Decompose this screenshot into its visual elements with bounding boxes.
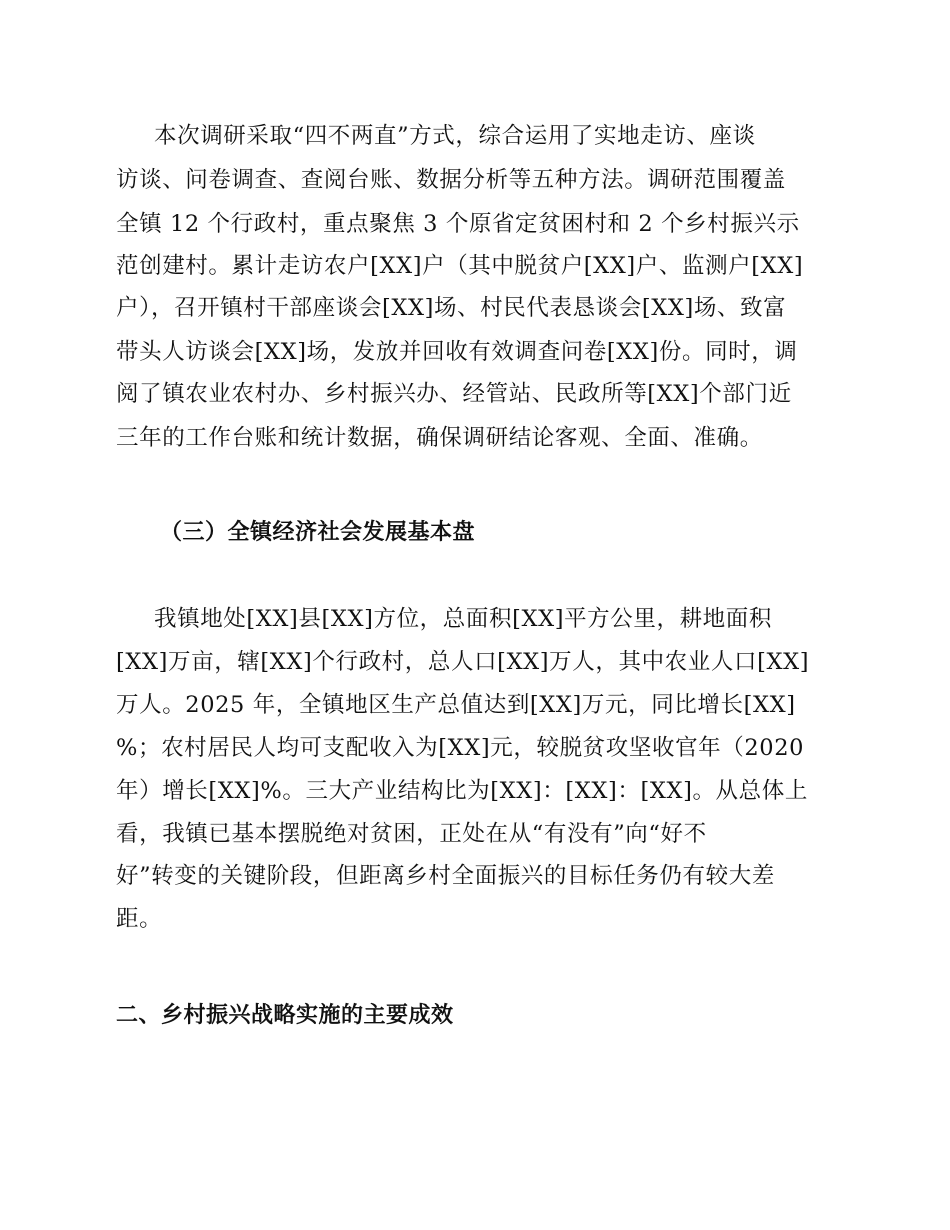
paragraph-2-line-8: 距。	[116, 906, 163, 932]
paragraph-1-line-2: 访谈、问卷调查、查阅台账、数据分析等五种方法。调研范围覆盖	[116, 167, 786, 193]
paragraph-2-line-7: 好”转变的关键阶段，但距离乡村全面振兴的目标任务仍有较大差	[116, 863, 775, 889]
paragraph-1-line-8: 三年的工作台账和统计数据，确保调研结论客观、全面、准确。	[116, 425, 763, 451]
paragraph-1-line-5: 户），召开镇村干部座谈会[XX]场、村民代表恳谈会[XX]场、致富	[116, 295, 787, 321]
paragraph-1-line-4: 范创建村。累计走访农户[XX]户（其中脱贫户[XX]户、监测户[XX]	[116, 253, 804, 279]
paragraph-1-line-1: 本次调研采取“四不两直”方式，综合运用了实地走访、座谈	[154, 123, 756, 149]
paragraph-2-line-5: 年）增长[XX]%。三大产业结构比为[XX]：[XX]：[XX]。从总体上	[116, 778, 808, 804]
paragraph-1-line-7: 阅了镇农业农村办、乡村振兴办、经管站、民政所等[XX]个部门近	[116, 381, 792, 407]
paragraph-2-line-2: [XX]万亩，辖[XX]个行政村，总人口[XX]万人，其中农业人口[XX]	[116, 649, 810, 675]
paragraph-2-line-4: %；农村居民人均可支配收入为[XX]元，较脱贫攻坚收官年（2020	[116, 735, 805, 761]
paragraph-1-line-6: 带头人访谈会[XX]场，发放并回收有效调查问卷[XX]份。同时，调	[116, 339, 798, 365]
paragraph-2-line-3: 万人。2025 年，全镇地区生产总值达到[XX]万元，同比增长[XX]	[116, 692, 796, 718]
paragraph-2-line-1: 我镇地处[XX]县[XX]方位，总面积[XX]平方公里，耕地面积	[154, 606, 772, 632]
paragraph-2-line-6: 看，我镇已基本摆脱绝对贫困，正处在从“有没有”向“好不	[116, 821, 707, 847]
paragraph-1-line-3: 全镇 12 个行政村，重点聚焦 3 个原省定贫困村和 2 个乡村振兴示	[116, 211, 800, 237]
section-heading-3: （三）全镇经济社会发展基本盘	[160, 520, 476, 545]
section-heading-2: 二、乡村振兴战略实施的主要成效	[116, 1003, 454, 1028]
